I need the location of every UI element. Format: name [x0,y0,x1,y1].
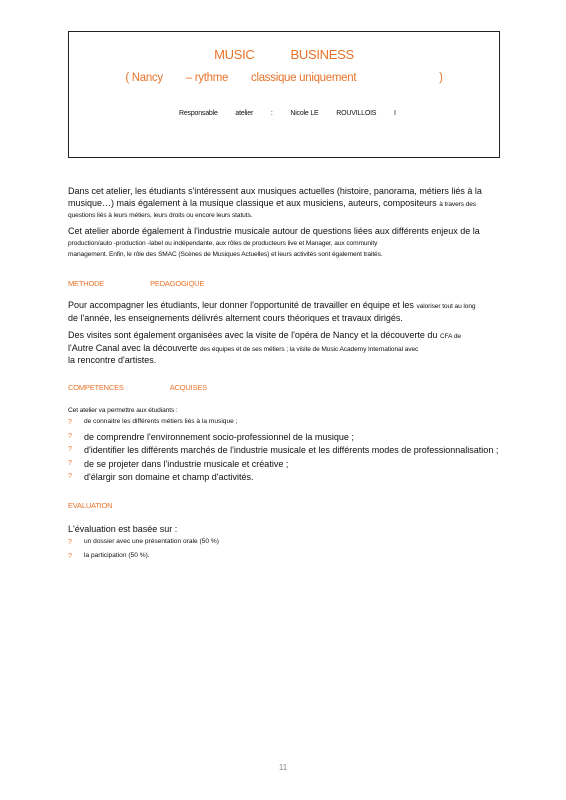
responsible-suffix: I [394,110,396,117]
list-item-text: d'élargir son domaine et champ d'activités. [84,472,254,482]
page-title [69,47,499,62]
page-subtitle [69,72,499,84]
methode-p1-line2: de l'année, les enseignements délivrés alternent cours théoriques et travaux dirigés. [68,312,403,323]
evaluation-intro-text: L'évaluation est basée sur : [68,524,178,534]
intro-p2-line3: management. Enfin, le rôle des SMAC (Scènes de Musiques Actuelles) et leurs activités sont également traités. [68,251,383,258]
methode-paragraph-2 [68,330,500,367]
responsible-label: Responsable [179,110,218,117]
list-item [68,432,538,446]
competences-heading [68,383,207,392]
methode-p2-line2 [68,343,500,356]
list-item [68,418,538,432]
intro-p2-line2: production/auto -production -label ou indépendante, aux rôles de producteurs live et Manager, aux community [68,239,378,247]
list-item-text: de comprendre l'environnement socio-professionnel de la musique ; [84,431,354,442]
methode-p2-line3: la rencontre d'artistes. [68,355,157,365]
responsible-last-name: ROUVILLOIS [336,110,377,117]
methode-p2-line1-a: Des visites sont également organisées avec la visite de l'opéra de Nancy et la découverte du [68,330,438,340]
bullet-icon: ? [68,539,72,546]
evaluation-intro [68,524,500,536]
competences-heading-word2: ACQUISES [169,383,207,392]
methode-paragraph-1 [68,300,500,324]
bullet-icon: ? [68,473,72,480]
competences-intro: Cet atelier va permettre aux étudiants : [68,407,178,414]
title-box [68,31,500,158]
title-part-business: BUSINESS [290,47,354,62]
list-item [68,445,538,459]
subtitle-end: classique uniquement [251,72,357,84]
responsible-atelier: atelier [235,110,254,117]
bullet-icon: ? [68,446,72,453]
bullet-icon: ? [68,459,72,467]
responsible-line [179,110,412,117]
list-item-text: un dossier avec une présentation orale (50 %) [84,538,219,545]
methode-heading-word2: PEDAGOGIQUE [150,279,205,288]
methode-p2-line2-b: des équipes et de ses métiers ; la visite de Music Academy International avec [199,345,419,353]
subtitle-open: ( Nancy [125,72,163,84]
evaluation-list [68,538,538,565]
methode-p1-line1 [68,300,500,313]
list-item-text: la participation (50 %). [84,551,150,559]
bullet-icon: ? [68,552,72,560]
intro-p1-line2 [68,198,500,211]
list-item [68,538,538,552]
responsible-colon: : [270,110,273,117]
responsible-first-name: Nicole LE [290,110,319,117]
methode-heading [68,279,204,288]
intro-p1-line3: questions liés à leurs métiers, leurs droits ou encore leurs statuts. [68,212,253,219]
intro-paragraph-1 [68,186,500,222]
intro-p2-line1: Cet atelier aborde également à l'industrie musicale autour de questions liées aux différents enjeux de la [68,226,480,236]
evaluation-heading: EVALUATION [68,501,113,510]
subtitle-close: ) [439,72,443,84]
list-item [68,459,538,473]
bullet-icon: ? [68,432,72,440]
methode-p1-line1-a: Pour accompagner les étudiants, leur donner l'opportunité de travailler en équipe et les [68,300,414,310]
methode-p2-line1-b: CFA de [439,333,461,340]
list-item-text: d'identifier les différents marchés de l'industrie musicale et les différents modes de professionnalisation ; [84,445,499,455]
intro-p1-line2-a: musique…) mais également à la musique classique et aux musiciens, auteurs, compositeurs [68,197,437,208]
list-item [68,552,538,566]
methode-p1-line1-b: valoriser tout au long [416,303,476,310]
list-item-text: de se projeter dans l'industrie musicale et créative ; [84,458,289,469]
subtitle-mid: – rythme [185,72,229,84]
intro-p1-line2-b: à travers des [439,200,477,208]
list-item [68,472,538,486]
methode-p2-line1 [68,330,500,343]
methode-heading-word1: METHODE [68,279,105,288]
intro-p1-line1: Dans cet atelier, les étudiants s'intéressent aux musiques actuelles (histoire, panorama, métiers liés à la [68,186,482,196]
methode-p2-line2-a: l'Autre Canal avec la découverte [68,342,198,353]
intro-paragraph-2 [68,226,500,261]
title-part-music: MUSIC [214,47,255,62]
list-item-text: de connaitre les différents métiers liés à la musique ; [84,418,238,425]
page-number: 11 [278,763,288,772]
competences-list [68,418,538,486]
competences-heading-word1: COMPETENCES [68,383,124,392]
bullet-icon: ? [68,419,72,426]
